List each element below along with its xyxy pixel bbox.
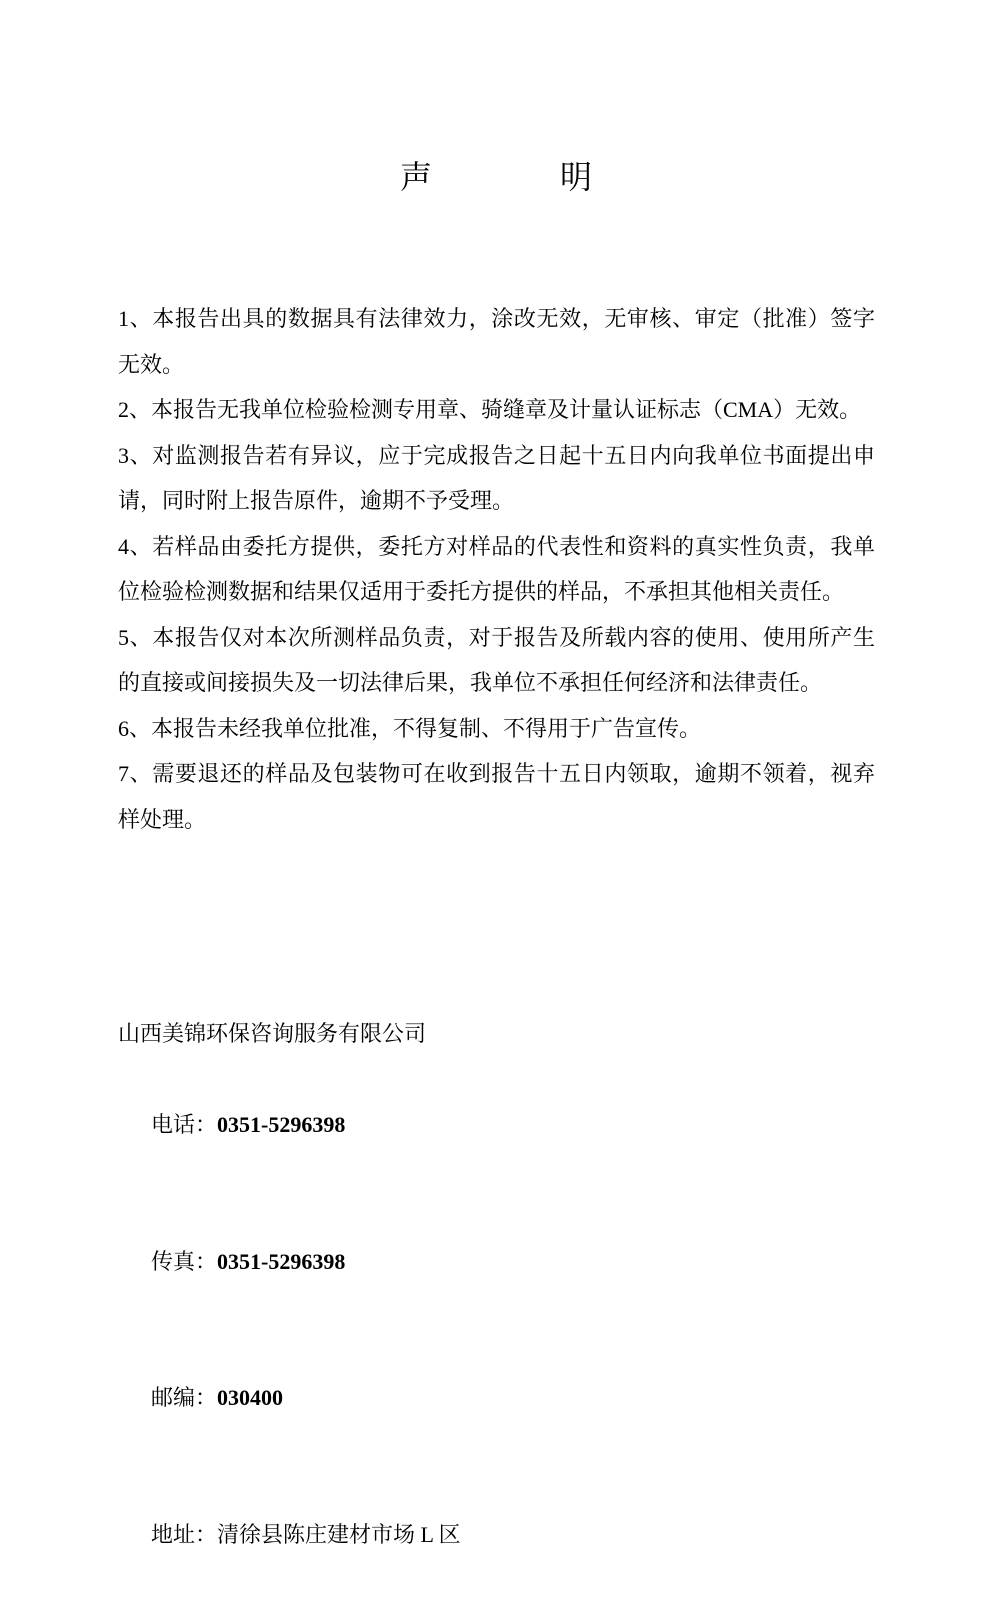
phone-label: 电话：: [151, 1112, 218, 1137]
contact-row-phone: [118, 1057, 875, 1194]
address-label: 地址：: [151, 1521, 218, 1547]
statement-paragraph-4: 4、若样品由委托方提供，委托方对样品的代表性和资料的真实性负责，我单位检验检测数据和结果仅适用于委托方提供的样品，不承担其他相关责任。: [118, 533, 875, 604]
page-title: 声 明: [399, 159, 592, 195]
fax-number: 0351-5296398: [217, 1248, 346, 1274]
statement-paragraph-7: 7、需要退还的样品及包装物可在收到报告十五日内领取，逾期不领着，视弃样处理。: [118, 761, 875, 832]
contact-row-address: [118, 1466, 875, 1603]
company-contact-block: [118, 1011, 875, 1603]
address-text: 清徐县陈庄建材市场 L 区: [217, 1521, 461, 1547]
contact-row-fax: [118, 1193, 875, 1330]
statement-paragraph-1: 1、本报告出具的数据具有法律效力，涂改无效，无审核、审定（批准）签字无效。: [118, 306, 875, 377]
postal-code: 030400: [217, 1385, 284, 1410]
statement-paragraph-6: 6、本报告未经我单位批准，不得复制、不得用于广告宣传。: [118, 715, 702, 741]
postcode-label: 邮编：: [151, 1385, 218, 1410]
phone-number: 0351-5296398: [217, 1112, 346, 1137]
statement-body: [118, 296, 875, 842]
statement-paragraph-3: 3、对监测报告若有异议，应于完成报告之日起十五日内向我单位书面提出申请，同时附上报告原件，逾期不予受理。: [118, 442, 875, 513]
statement-paragraph-5: 5、本报告仅对本次所测样品负责，对于报告及所载内容的使用、使用所产生的直接或间接损失及一切法律后果，我单位不承担任何经济和法律责任。: [118, 624, 875, 695]
contact-row-postcode: [118, 1330, 875, 1467]
company-name: 山西美锦环保咨询服务有限公司: [118, 1021, 427, 1046]
fax-label: 传真：: [151, 1248, 218, 1274]
statement-paragraph-2: 2、本报告无我单位检验检测专用章、骑缝章及计量认证标志（CMA）无效。: [118, 397, 862, 422]
